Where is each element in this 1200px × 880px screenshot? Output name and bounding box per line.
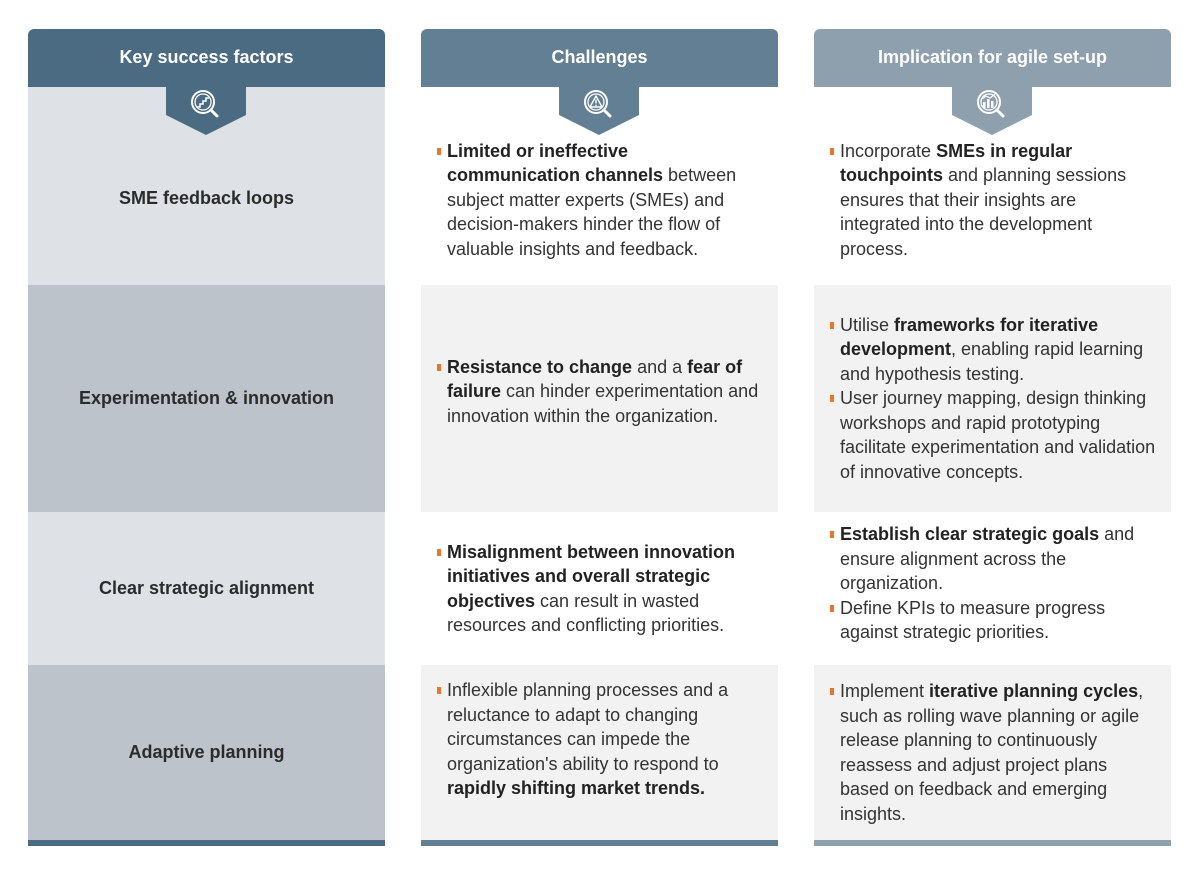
text: , enabling rapid learning and hypothesis testing. [840, 339, 1144, 384]
bullet-item [830, 139, 1157, 262]
factor-adaptive-planning: Adaptive planning [28, 665, 385, 840]
factor-clear-strategic-alignment: Clear strategic alignment [28, 512, 385, 665]
text: Implement [840, 681, 930, 701]
implications-header: Implication for agile set-up [814, 29, 1171, 87]
bullet-item [437, 678, 764, 801]
bullet-item [830, 522, 1157, 596]
text: and a [632, 356, 688, 377]
implication-text [814, 512, 1171, 665]
bold-text: Misalignment between innovation initiatives and overall strategic objectives [447, 541, 736, 611]
text: between subject matter experts (SMEs) and decision-makers hinder the flow of valuable insights and feedback. [447, 165, 737, 259]
bullet-item [830, 313, 1157, 387]
bold-text: Establish clear strategic goals [840, 524, 1100, 545]
bold-text: frameworks for iterative development [840, 314, 1099, 360]
bold-text: Resistance to change [447, 356, 633, 377]
bullet-item [830, 596, 1157, 645]
column-bottom-border [28, 840, 385, 846]
challenge-text [421, 285, 778, 512]
text: and ensure alignment across the organization. [840, 524, 1135, 594]
text: Utilise [840, 314, 895, 335]
text: , such as rolling wave planning or agile release planning to continuously reassess and adjust project plans based on feedback and emerging insights. [840, 681, 1144, 824]
bullet-item [830, 386, 1157, 484]
bullet-item [437, 139, 764, 262]
column-bottom-border [814, 840, 1171, 846]
column-bottom-border [421, 840, 778, 846]
text: can result in wasted resources and conflicting priorities. [447, 590, 725, 635]
bullet-item [830, 679, 1157, 826]
challenge-text [421, 665, 778, 840]
magnifier-chart-icon [952, 87, 1032, 135]
text: Define KPIs to measure progress against strategic priorities. [840, 597, 1106, 643]
challenges-header: Challenges [421, 29, 778, 87]
bold-text: fear of failure [447, 356, 743, 402]
magnifier-stairs-icon [166, 87, 246, 135]
bullet-item [437, 540, 764, 638]
challenge-text [421, 512, 778, 665]
text: Incorporate [840, 140, 937, 161]
bold-text: SMEs in regular touchpoints [840, 140, 1073, 186]
text: and planning sessions ensures that their insights are integrated into the development process. [840, 165, 1127, 259]
text: can hinder experimentation and innovation within the organization. [447, 381, 759, 426]
bold-text: Limited or ineffective communication channels [447, 140, 664, 186]
magnifier-warning-icon [559, 87, 639, 135]
implication-text [814, 285, 1171, 512]
implication-text [814, 665, 1171, 840]
bold-text: iterative planning cycles [929, 681, 1139, 701]
factor-sme-feedback-loops: SME feedback loops [28, 87, 385, 285]
bullet-item [437, 355, 764, 429]
factor-experimentation-innovation: Experimentation & innovation [28, 285, 385, 512]
key-success-factors-header: Key success factors [28, 29, 385, 87]
bold-text: rapidly shifting market trends. [447, 778, 706, 799]
text: Inflexible planning processes and a reluctance to adapt to changing circumstances can impede the organization's ability to respond to [447, 680, 729, 774]
text: User journey mapping, design thinking workshops and rapid prototyping facilitate experimentation and validation of innovative concepts. [840, 388, 1156, 482]
